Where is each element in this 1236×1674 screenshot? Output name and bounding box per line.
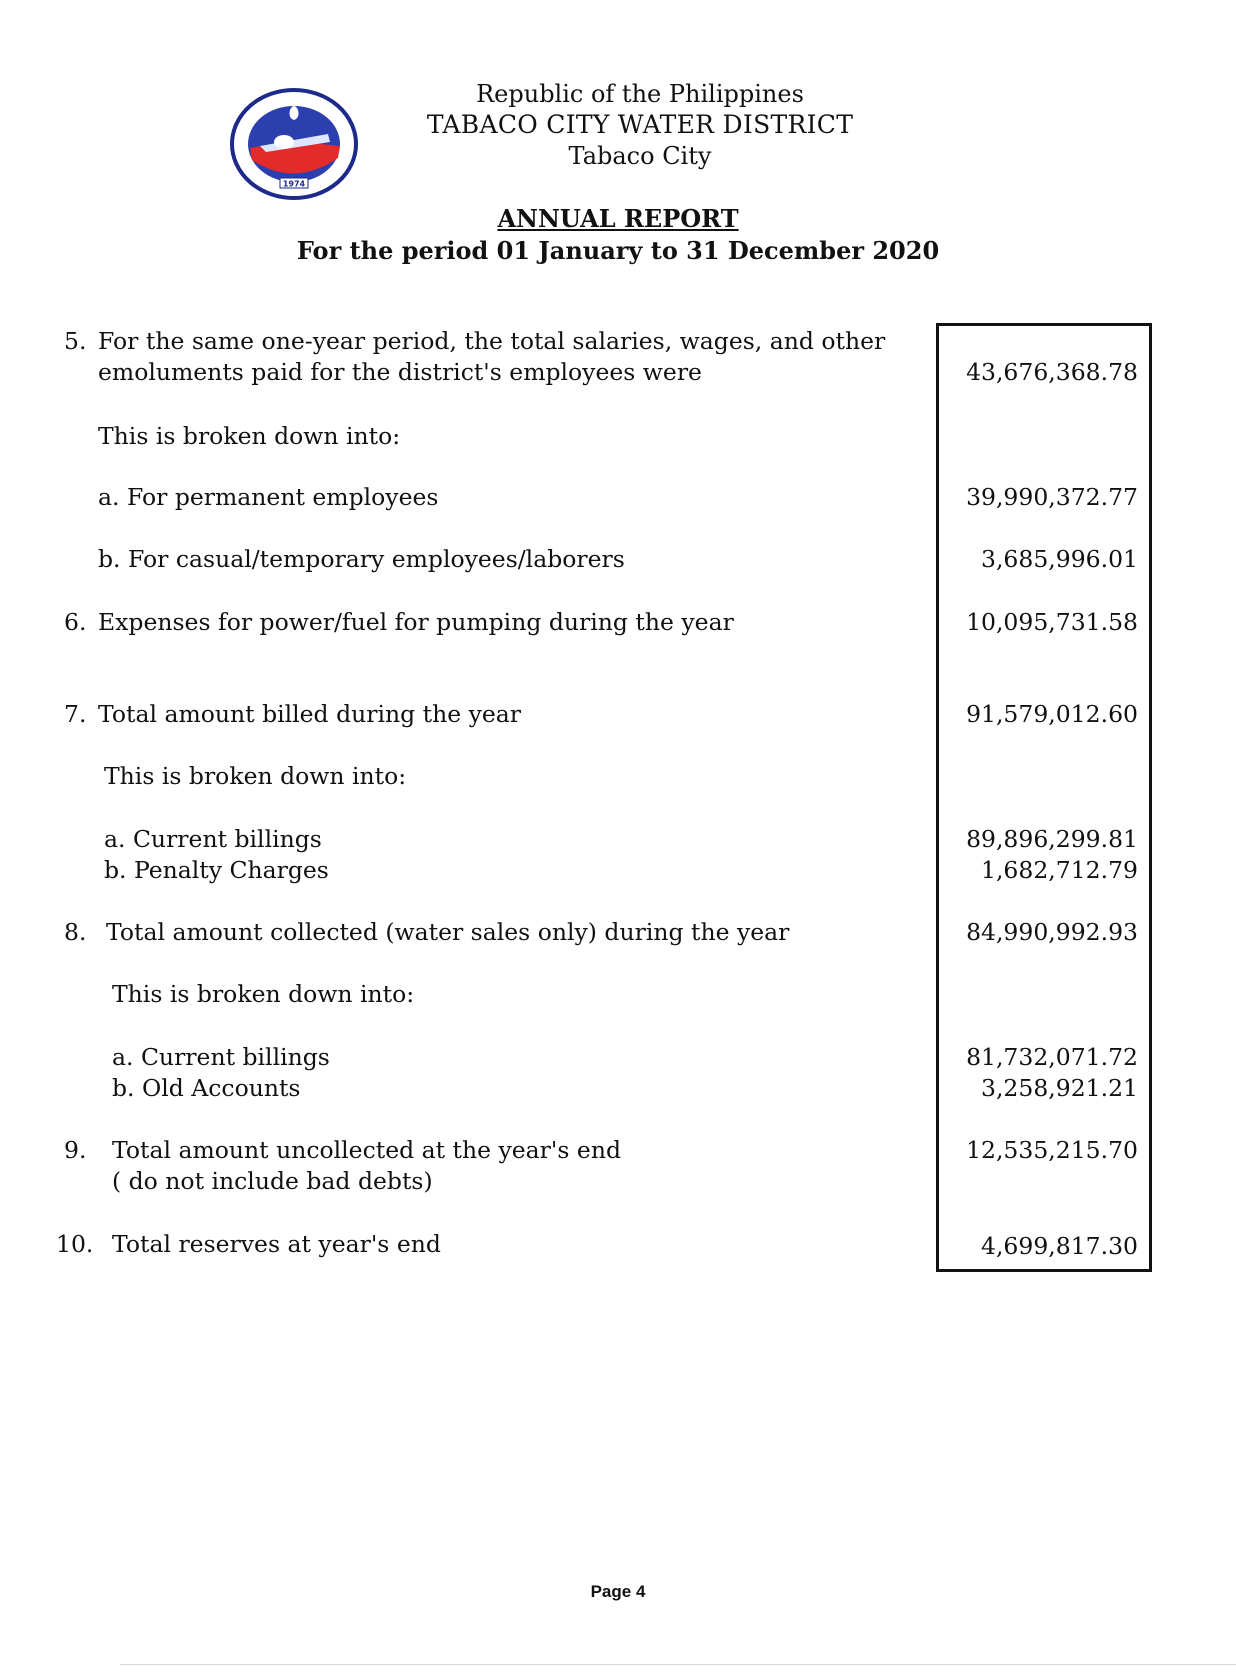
item-8a-text: a. Current billings (112, 1043, 330, 1071)
item-6-amount: 10,095,731.58 (966, 608, 1138, 636)
item-10-number: 10. (56, 1230, 94, 1258)
item-5a-amount: 39,990,372.77 (966, 483, 1138, 511)
item-10-amount: 4,699,817.30 (981, 1232, 1138, 1260)
item-7a-text: a. Current billings (104, 825, 322, 853)
item-5-number: 5. (64, 327, 87, 355)
item-7-number: 7. (64, 700, 87, 728)
item-5a-text: a. For permanent employees (98, 483, 439, 511)
item-5-breakdown-label: This is broken down into: (98, 422, 401, 450)
republic-line: Republic of the Philippines (476, 80, 804, 108)
bottom-divider (120, 1664, 1236, 1665)
svg-text:1974: 1974 (282, 179, 306, 189)
item-8-text: Total amount collected (water sales only) during the year (106, 918, 790, 946)
item-10-text: Total reserves at year's end (112, 1230, 441, 1258)
city-line: Tabaco City (568, 142, 712, 170)
item-9-amount: 12,535,215.70 (966, 1136, 1138, 1164)
item-7-amount: 91,579,012.60 (966, 700, 1138, 728)
item-7b-text: b. Penalty Charges (104, 856, 329, 884)
item-7-breakdown-label: This is broken down into: (104, 762, 407, 790)
water-district-seal-logo (230, 88, 360, 200)
item-5-text-line2: emoluments paid for the district's employees were (98, 358, 702, 386)
report-period: For the period 01 January to 31 December 2020 (296, 236, 940, 265)
item-8-breakdown-label: This is broken down into: (112, 980, 415, 1008)
item-5-amount: 43,676,368.78 (966, 358, 1138, 386)
item-9-number: 9. (64, 1136, 87, 1164)
item-8-number: 8. (64, 918, 87, 946)
item-5b-text: b. For casual/temporary employees/laborers (98, 545, 625, 573)
item-5-text-line1: For the same one-year period, the total salaries, wages, and other (98, 327, 886, 355)
item-8b-amount: 3,258,921.21 (981, 1074, 1138, 1102)
item-6-number: 6. (64, 608, 87, 636)
item-8a-amount: 81,732,071.72 (966, 1043, 1138, 1071)
item-5b-amount: 3,685,996.01 (981, 545, 1138, 573)
district-name: TABACO CITY WATER DISTRICT (426, 110, 854, 139)
item-6-text: Expenses for power/fuel for pumping during the year (98, 608, 734, 636)
page-number: Page 4 (590, 1582, 646, 1601)
item-9-text-line2: ( do not include bad debts) (112, 1167, 433, 1195)
item-7b-amount: 1,682,712.79 (981, 856, 1138, 884)
item-9-text-line1: Total amount uncollected at the year's end (112, 1136, 621, 1164)
item-7-text: Total amount billed during the year (98, 700, 522, 728)
item-7a-amount: 89,896,299.81 (966, 825, 1138, 853)
item-8b-text: b. Old Accounts (112, 1074, 301, 1102)
amounts-box (936, 323, 1152, 1272)
report-title: ANNUAL REPORT (497, 204, 739, 233)
item-8-amount: 84,990,992.93 (966, 918, 1138, 946)
